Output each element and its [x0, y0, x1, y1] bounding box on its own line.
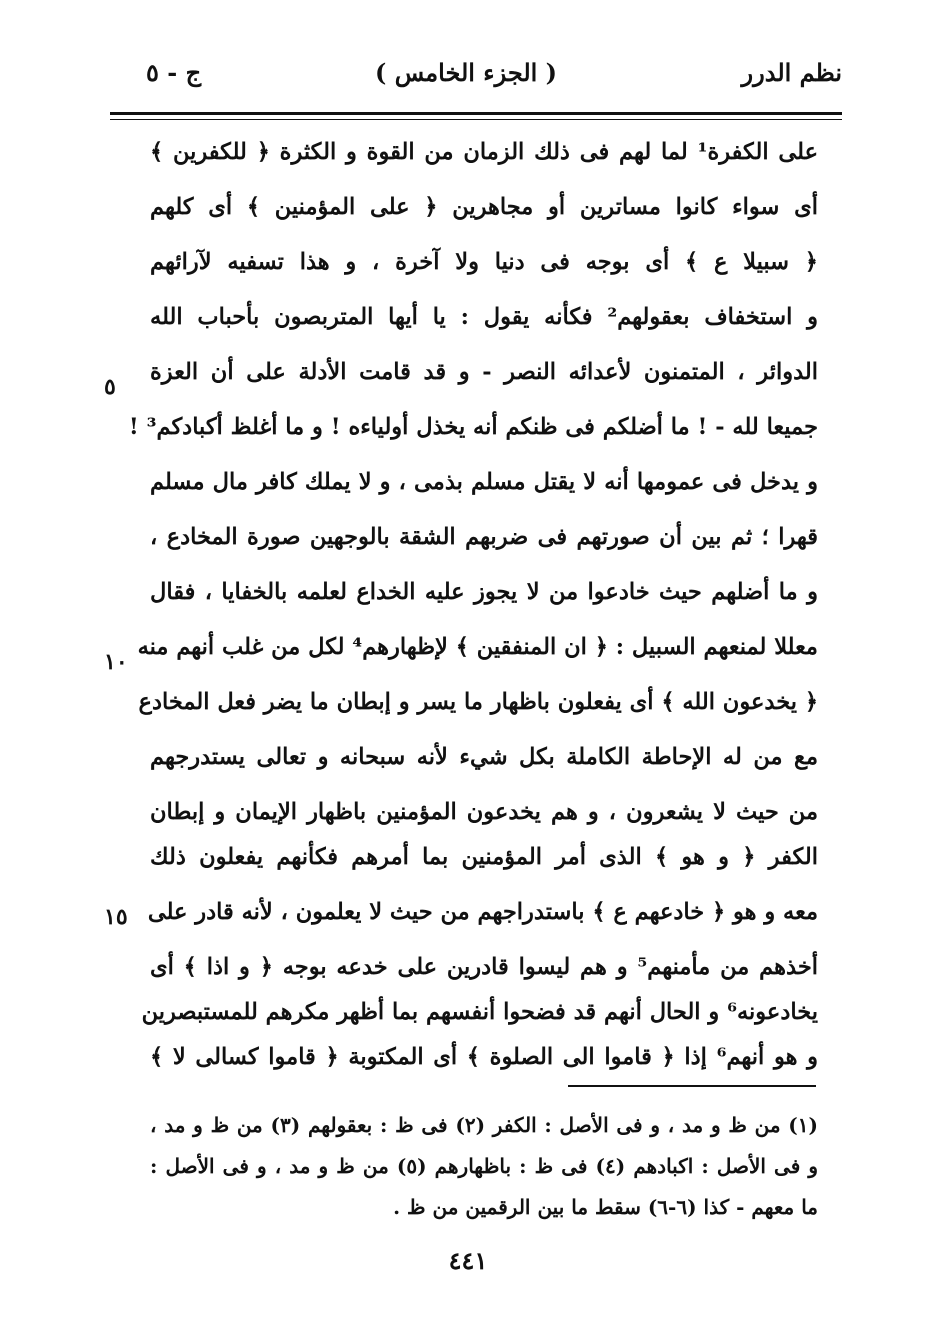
page-number: ٤٤١ [448, 1246, 488, 1275]
text-line: و ما أضلهم حيث خادعوا من لا يجوز عليه الخداع لعلمه بالخفايا ، فقال [150, 579, 818, 605]
footnote-line: و فى الأصل : اكبادهم (٤) فى ظ : باظهارهم (٥) من ظ و مد ، و فى الأصل : [150, 1154, 818, 1178]
book-title: نظم الدرر [741, 58, 842, 87]
line-number-5: ٥ [104, 374, 116, 400]
text-line: أخذهم من مأمنهم⁵ و هم ليسوا قادرين على خدعه بوجه ﴿ و اذا ﴾ أى [150, 954, 818, 980]
text-line: أى سواء كانوا مساترين أو مجاهرين ﴿ على المؤمنين ﴾ أى كلهم [150, 194, 818, 220]
text-line: قهرا ؛ ثم بين أن صورتهم فى ضربهم الشقة بالوجهين صورة المخادع ، [150, 524, 818, 550]
footnote-rule [568, 1085, 816, 1087]
text-line: و هو أنهم⁶ إذا ﴿ قاموا الى الصلوة ﴾ أى المكتوبة ﴿ قاموا كسالى لا ﴾ [150, 1044, 818, 1070]
line-number-10: ١٠ [104, 649, 128, 675]
text-line: مع من له الإحاطة الكاملة بكل شيء لأنه سبحانه و تعالى يستدرجهم [150, 744, 818, 770]
text-line: ﴿ سبيلا ع ﴾ أى بوجه فى دنيا ولا آخرة ، و هذا تسفيه لآرائهم [150, 249, 818, 275]
footnote-line: (١) من ظ و مد ، و فى الأصل : الكفر (٢) فى ظ : بعقولهم (٣) من ظ و مد ، [150, 1113, 818, 1137]
text-line: ﴿ يخدعون الله ﴾ أى يفعلون باظهار ما يسر و إبطان ما يضر فعل المخادع [138, 689, 818, 715]
volume-label: ج - ٥ [146, 58, 202, 87]
running-header [90, 58, 842, 98]
footnote-line: ما معهم - كذا (٦-٦) سقط ما بين الرقمين من ظ . [393, 1195, 818, 1219]
text-line: يخادعونه⁶ و الحال أنهم قد فضحوا أنفسهم بما أظهر مكرهم للمستبصرين [141, 999, 818, 1025]
text-line: معه و هو ﴿ خادعهم ع ﴾ باستدراجهم من حيث لا يعلمون ، لأنه قادر على [147, 899, 818, 925]
text-line: جميعا لله - ! ما أضلكم فى ظنكم أنه يخذل أولياءه ! و ما أغلظ أكبادكم³ ! [128, 414, 818, 440]
text-line: الكفر ﴿ و هو ﴾ الذى أمر المؤمنين بما أمرهم فكأنهم يفعلون ذلك [150, 844, 818, 870]
text-line: و استخفاف بعقولهم² فكأنه يقول : يا أيها المتربصون بأحباب الله [150, 304, 818, 330]
part-label: ( الجزء الخامس ) [374, 58, 558, 87]
text-line: على الكفرة¹ لما لهم فى ذلك الزمان من القوة و الكثرة ﴿ للكفرين ﴾ [150, 139, 818, 165]
line-number-15: ١٥ [104, 904, 128, 930]
header-rule-thick [110, 112, 842, 115]
text-line: و يدخل فى عمومها أنه لا يقتل مسلم بذمى ، و لا يملك كافر مال مسلم [150, 469, 818, 495]
text-line: من حيث لا يشعرون ، و هم يخدعون المؤمنين باظهار الإيمان و إبطان [150, 799, 818, 825]
text-line: الدوائر ، المتمنون لأعدائه النصر - و قد قامت الأدلة على أن العزة [150, 359, 818, 385]
header-rule-thin [110, 119, 842, 120]
text-line: معللا لمنعهم السبيل : ﴿ ان المنفقين ﴾ لإظهارهم⁴ لكل من غلب أنهم منه [137, 634, 818, 660]
